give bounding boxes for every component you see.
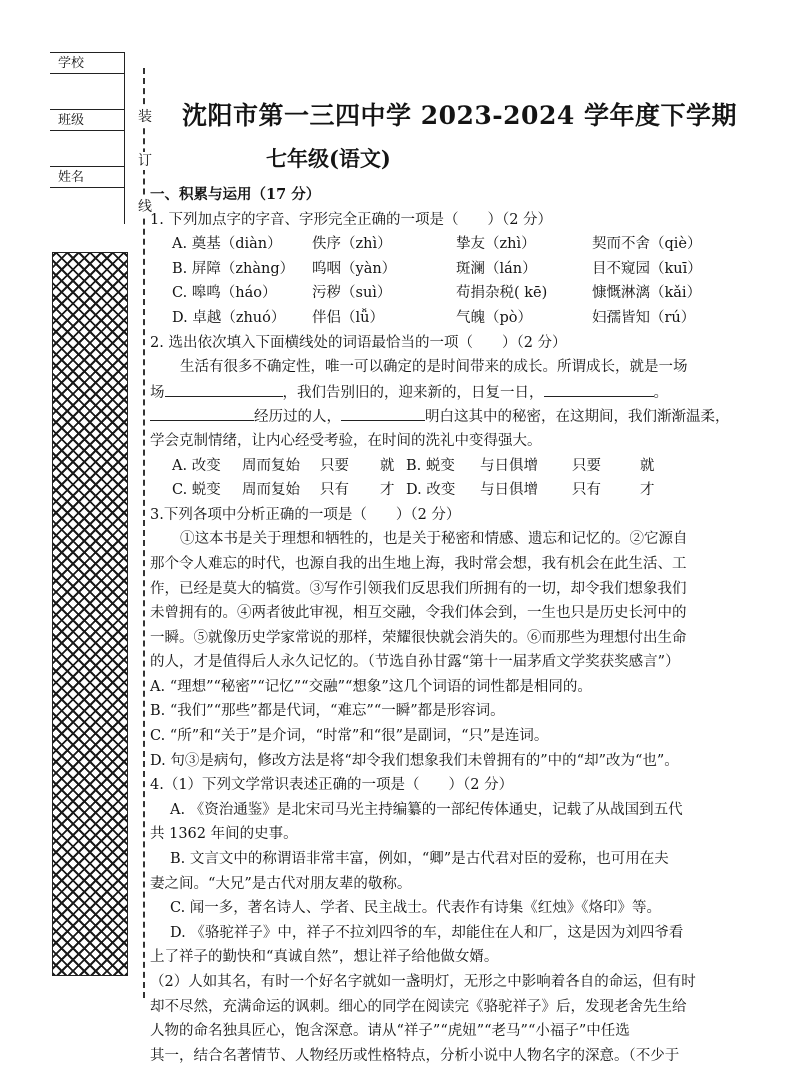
q3-passage-line: 那个令人难忘的时代，也源自我的出生地上海，我时常会想，我有机会在此生活、工 <box>150 555 687 572</box>
q3-option-b[interactable]: B. “我们”“那些”都是代词，“难忘”“一瞬”都是形容词。 <box>150 703 505 720</box>
q4-part2-line: 人物的命名独具匠心，饱含深意。请从“祥子”“虎妞”“老马”“小福子”中任选 <box>150 1023 630 1040</box>
q1-b-2: 呜咽（yàn） <box>312 260 397 277</box>
q2-blank-1[interactable] <box>165 380 283 397</box>
q2-stem: 2. 选出依次填入下面横线处的词语最恰当的一项（ ）（2 分） <box>150 334 567 351</box>
q2-opt: 与日俱增 <box>480 482 538 499</box>
q3-passage-line: 作，已经是莫大的犒赏。③写作引领我们反思我们所拥有的一切，却令我们想象我们 <box>150 580 687 597</box>
exam-title: 沈阳市第一三四中学 2023-2024 学年度下学期 <box>182 101 737 130</box>
q1-c-3: 苟捐杂税( kē) <box>456 285 548 302</box>
q1-d-2: 伴侣（lǚ） <box>312 309 384 326</box>
q3-passage-line: 的人，才是值得后人永久记忆的。（节选自孙甘露“第十一届茅盾文学奖获奖感言”） <box>150 654 680 671</box>
q1-a-2: 佚序（zhì） <box>312 236 392 253</box>
school-label: 学校 <box>58 56 85 71</box>
q2-text: 明白这其中的秘密，在这期间，我们渐渐温柔， <box>425 409 730 426</box>
q2-opt: A. 改变 <box>172 457 221 474</box>
q1-c-4: 慷慨淋漓（kǎi） <box>592 285 702 302</box>
q1-b-3: 斑澜（lán） <box>456 260 537 277</box>
q2-options-ab[interactable] <box>150 454 796 479</box>
q1-a-3: 挚友（zhì） <box>456 236 536 253</box>
q2-opt: 与日俱增 <box>480 457 538 474</box>
q1-d-4: 妇孺皆知（rú） <box>592 309 696 326</box>
exam-subtitle: 七年级(语文) <box>266 146 391 171</box>
name-field[interactable] <box>50 166 124 188</box>
q2-text: ，我们告别旧的，迎来新的，日复一日， <box>282 384 544 401</box>
q2-blank-2[interactable] <box>544 380 654 397</box>
q2-opt: 只有 <box>320 482 349 499</box>
q2-opt: 只要 <box>572 457 601 474</box>
q4-option-a[interactable]: A. 《资治通鉴》是北宋司马光主持编纂的一部纪传体通史，记载了从战国到五代 <box>170 801 683 818</box>
q1-option-d[interactable] <box>150 306 796 331</box>
class-field[interactable] <box>50 109 124 131</box>
q1-b-1: B. 屏障（zhàng） <box>172 260 295 277</box>
q2-blank-3[interactable] <box>150 404 254 421</box>
q1-option-c[interactable] <box>150 281 796 306</box>
q3-option-c[interactable]: C. “所”和“关于”是介词，“时常”和“很”是副词，“只”是连词。 <box>150 728 549 745</box>
q2-text: 场 <box>150 384 165 401</box>
q2-opt: 才 <box>640 482 655 499</box>
q4-option-a-cont: 共 1362 年间的史事。 <box>150 826 298 843</box>
seal-hatch-pattern <box>52 252 128 976</box>
binding-char-zhuang: 装 <box>135 108 155 126</box>
student-info-box <box>50 52 125 224</box>
q1-option-b[interactable] <box>150 257 796 282</box>
q1-a-1: A. 奠基（diàn） <box>172 236 282 253</box>
q4-option-d-cont: 上了祥子的勤快和“真诚自然”，想让祥子给他做女婿。 <box>150 949 499 966</box>
q4-part2-line: （2）人如其名，有时一个好名字就如一盏明灯，无形之中影响着各自的命运，但有时 <box>150 974 696 990</box>
q1-c-1: C. 嗥鸣（háo） <box>172 285 277 302</box>
q1-option-a[interactable] <box>150 232 796 257</box>
q2-passage-1: 生活有很多不确定性，唯一可以确定的是时间带来的成长。所谓成长，就是一场 <box>180 359 688 376</box>
q2-passage-2 <box>150 380 796 405</box>
q2-opt: 只要 <box>320 457 349 474</box>
q2-opt: 就 <box>380 457 395 474</box>
class-label: 班级 <box>58 113 85 128</box>
q3-option-d[interactable]: D. 句③是病句，修改方法是将“却令我们想象我们未曾拥有的”中的“却”改为“也”。 <box>150 752 679 769</box>
q1-c-2: 污秽（suì） <box>312 285 392 302</box>
q4-option-c[interactable]: C. 闻一多，著名诗人、学者、民主战士。代表作有诗集《红烛》《烙印》等。 <box>170 900 662 917</box>
q3-stem: 3.下列各项中分析正确的一项是（ ）（2 分） <box>150 506 461 523</box>
binding-char-xian: 线 <box>135 198 155 216</box>
q3-passage-line: 未曾拥有的。④两者彼此审视，相互交融，令我们体会到，一生也只是历史长河中的 <box>150 605 687 622</box>
q2-options-cd[interactable] <box>150 478 796 503</box>
q4-option-b[interactable]: B. 文言文中的称谓语非常丰富，例如，“卿”是古代君对臣的爱称，也可用在夫 <box>170 851 669 868</box>
q1-d-3: 气魄（pò） <box>456 309 533 326</box>
q1-a-4: 契而不舍（qiè） <box>592 236 702 253</box>
q2-passage-4: 学会克制情绪，让内心经受考验，在时间的洗礼中变得强大。 <box>150 432 542 449</box>
q4-part2-line: 却不尽然，充满命运的讽刺。细心的同学在阅读完《骆驼祥子》后，发现老舍先生给 <box>150 998 687 1015</box>
q4-option-b-cont: 妻之间。“大兄”是古代对朋友辈的敬称。 <box>150 875 412 892</box>
q3-passage-line: ①这本书是关于理想和牺牲的，也是关于秘密和情感、遗忘和记忆的。②它源自 <box>180 531 688 548</box>
q2-opt: D. 改变 <box>406 482 456 499</box>
q4-option-d[interactable]: D. 《骆驼祥子》中，祥子不拉刘四爷的车，却能住在人和厂，这是因为刘四爷看 <box>170 924 684 941</box>
q4-stem: 4.（1）下列文学常识表述正确的一项是（ ）（2 分） <box>150 777 514 794</box>
q2-blank-4[interactable] <box>341 404 425 421</box>
q4-part2-line: 其一，结合名著情节、人物经历或性格特点，分析小说中人物名字的深意。（不少于 <box>150 1047 680 1064</box>
q3-passage-line: 一瞬。⑤就像历史学家常说的那样，荣耀很快就会消失的。⑥而那些为理想付出生命 <box>150 629 687 646</box>
section-heading: 一、积累与运用（17 分） <box>150 186 321 203</box>
q2-text: 。 <box>653 384 668 401</box>
q1-stem: 1. 下列加点字的字音、字形完全正确的一项是（ ）（2 分） <box>150 211 553 228</box>
q2-text: 经历过的人， <box>254 409 341 426</box>
exam-content <box>150 183 796 1068</box>
name-label: 姓名 <box>58 170 85 185</box>
q2-passage-3 <box>150 404 796 429</box>
q1-d-1: D. 卓越（zhuó） <box>172 309 286 326</box>
q2-opt: B. 蜕变 <box>406 457 455 474</box>
school-field[interactable] <box>50 52 124 74</box>
q2-opt: 周而复始 <box>242 457 300 474</box>
q2-opt: C. 蜕变 <box>172 482 221 499</box>
q2-opt: 只有 <box>572 482 601 499</box>
q1-b-4: 目不窥园（kuī） <box>592 260 702 277</box>
binding-char-ding: 订 <box>135 152 155 170</box>
q2-opt: 就 <box>640 457 655 474</box>
q2-opt: 才 <box>380 482 395 499</box>
q2-opt: 周而复始 <box>242 482 300 499</box>
q3-option-a[interactable]: A. “理想”“秘密”“记忆”“交融”“想象”这几个词语的词性都是相同的。 <box>150 678 592 695</box>
